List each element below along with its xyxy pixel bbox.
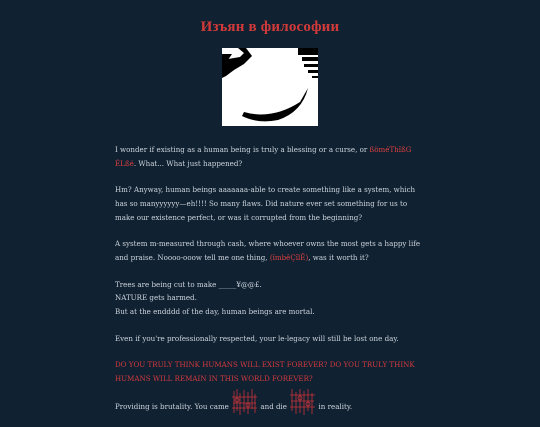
glitch-text: (îmbêÇîlÊ) [269, 252, 309, 262]
paragraph-1: I wonder if existing as a human being is truly a blessing or a curse, or ßöméThîßG ÉLßé. What... What just happened? [115, 145, 412, 168]
post-body [115, 143, 425, 427]
paragraph-3: A system m-measured through cash, where whoever owns the most gets a happy life and praise. Noooo-ooow tell me one thing, (îmbêÇîlÊ), was it worth it? [115, 239, 421, 262]
post-image [222, 48, 318, 126]
glitch-text: ßöméThîßG ÉLßé [115, 145, 412, 168]
post-title: Изъян в философии [200, 19, 340, 35]
paragraph-5: Even if you're professionally respected, your le-legacy will still be lost one day. [115, 333, 399, 343]
paragraph-6: DO YOU TRULY THINK HUMANS WILL EXIST FOREVER? DO YOU TRULY THINK HUMANS WILL REMAIN IN THIS WORLD FOREVER? [115, 360, 415, 384]
paragraph-7: Providing is brutality. You came and die in reality. [115, 399, 425, 414]
paragraph-2: Hm? Anyway, human beings aaaaaaa-able to create something like a system, which has so manyyyyyy—eh!!!! So many flaws. Did nature ever set something for us to make our existence perfect, or was it corrupted from the beginning? [115, 185, 416, 222]
paragraph-4: Trees are being cut to make _____¥@@£. NATURE gets harmed. But at the endddd of the day, human beings are mortal. [115, 279, 315, 316]
zalgo-glyph [289, 399, 316, 409]
abstract-artwork [222, 48, 318, 126]
zalgo-glyph [231, 399, 258, 409]
